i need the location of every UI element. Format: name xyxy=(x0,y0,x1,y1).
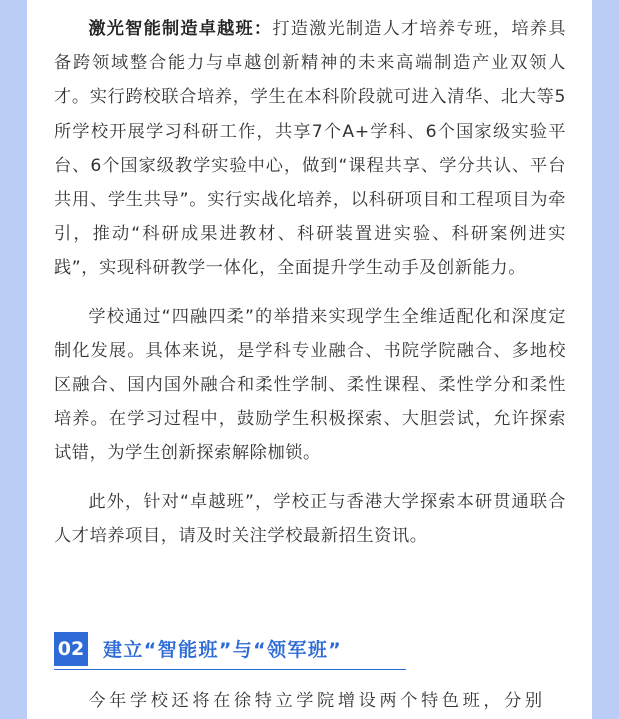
paragraph-four-integrations: 学校通过“四融四柔”的举措来实现学生全维适配化和深度定制化发展。具体来说，是学科专业融合、书院学院融合、多地校区融合、国内国外融合和柔性学制、柔性课程、柔性学分和柔性培养。在学习过程中，鼓励学生积极探索、大胆尝试，允许探索试错，为学生创新探索解除枷锁。 xyxy=(54,306,566,464)
laser-class-text: 打造激光制造人才培养专班，培养具备跨领域整合能力与卓越创新精神的未来高端制造产业双领人才。实行跨校联合培养，学生在本科阶段就可进入清华、北大等5所学校开展学习科研工作，共享7个A+学科、6个国家级实验平台、6个国家级教学实验中心，做到“课程共享、学分共认、平台共用、学生共导”。实行实战化培养，以科研项目和工程项目为牵引，推动“科研成果进教材、科研装置进实验、科研案例进实践”，实现科研教学一体化，全面提升学生动手及创新能力。 xyxy=(54,19,566,279)
section-heading xyxy=(54,632,406,672)
section-number-badge: 02 xyxy=(54,632,88,666)
laser-class-lead: 激光智能制造卓越班： xyxy=(88,19,273,39)
article-body xyxy=(54,12,566,553)
section-underline xyxy=(54,669,406,670)
paragraph-laser-class xyxy=(54,12,566,286)
paragraph-special-classes: 今年学校还将在徐特立学院增设两个特色班，分别 xyxy=(88,691,546,711)
section-title: 建立“智能班”与“领军班” xyxy=(103,639,343,661)
paragraph-hku-program: 此外，针对“卓越班”，学校正与香港大学探索本研贯通联合人才培养项目，请及时关注学校最新招生资讯。 xyxy=(54,491,566,546)
